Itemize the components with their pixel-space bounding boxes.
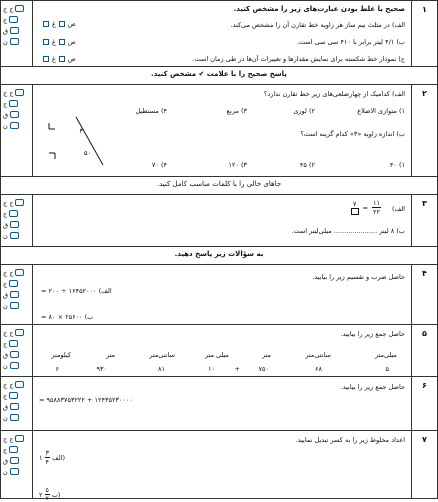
score-box[interactable] bbox=[15, 89, 24, 96]
section-heading: پاسخ صحیح را با علامت ✔ مشخص کنید. bbox=[0, 66, 438, 84]
score-column bbox=[1, 265, 33, 324]
score-box[interactable] bbox=[10, 362, 19, 369]
expression-a: الف) ۱۶۴۵۲۰۰۰ ÷ ۲۰۰ = bbox=[41, 287, 112, 295]
mixed-number-a bbox=[39, 449, 65, 466]
question-heading: صحیح یا غلط بودن عبارت‌های زیر را مشخص کنید. bbox=[233, 5, 405, 13]
false-label: غ bbox=[52, 55, 56, 63]
question-b: ب) اندازه زاویه «۳» کدام گزینه است؟ bbox=[300, 130, 405, 138]
statement-a: الف) در مثلث نیم ساز هر زاویه خط تقارن آن را مشخص می‌کند. bbox=[230, 21, 405, 29]
score-label: ج bbox=[3, 99, 8, 108]
unit-label: کیلومتر bbox=[51, 351, 71, 359]
score-box[interactable] bbox=[9, 210, 18, 217]
section-heading: به سؤالات زیر پاسخ دهید. bbox=[0, 246, 438, 264]
question-1 bbox=[0, 0, 438, 66]
fraction bbox=[45, 487, 50, 502]
score-box[interactable] bbox=[10, 122, 19, 129]
score-box[interactable] bbox=[15, 5, 24, 12]
score-label: ج ج bbox=[3, 198, 14, 207]
question-7 bbox=[0, 430, 438, 502]
unit-value: ۸۱ bbox=[158, 365, 165, 373]
fraction-right bbox=[372, 199, 381, 216]
score-label: ج bbox=[3, 445, 8, 454]
score-column bbox=[1, 1, 33, 66]
score-column bbox=[1, 377, 33, 430]
score-box[interactable] bbox=[15, 435, 24, 442]
score-box[interactable] bbox=[10, 232, 19, 239]
statement-b: ب) ۸ لیتر ..................... میلی‌لیتر است. bbox=[291, 227, 405, 235]
score-label: ن bbox=[3, 121, 8, 130]
true-false-b bbox=[43, 38, 76, 46]
score-box[interactable] bbox=[9, 340, 18, 347]
score-label: ن bbox=[3, 413, 8, 422]
score-label: ج ج bbox=[3, 268, 14, 277]
fraction-equation bbox=[351, 199, 381, 216]
numerator: ۵ bbox=[45, 487, 49, 494]
true-label: ص bbox=[67, 38, 76, 46]
score-box[interactable] bbox=[10, 302, 19, 309]
score-box[interactable] bbox=[15, 329, 24, 336]
score-label: ق bbox=[3, 402, 9, 411]
score-box[interactable] bbox=[10, 414, 19, 421]
question-2 bbox=[0, 84, 438, 176]
score-box[interactable] bbox=[10, 457, 19, 464]
question-number: ۵ bbox=[411, 325, 437, 376]
denominator: ۴ bbox=[45, 458, 49, 466]
score-column bbox=[1, 431, 33, 498]
score-box[interactable] bbox=[10, 468, 19, 475]
score-box[interactable] bbox=[10, 27, 19, 34]
score-label: ج bbox=[3, 209, 8, 218]
fraction-left bbox=[351, 200, 359, 215]
score-label: ن bbox=[3, 467, 8, 476]
denominator: ۲۲ bbox=[373, 208, 380, 216]
whole-part: ۲ bbox=[39, 490, 43, 499]
score-box[interactable] bbox=[9, 16, 18, 23]
transversal-line bbox=[76, 117, 103, 165]
true-checkbox[interactable] bbox=[59, 56, 65, 62]
question-number: ۳ bbox=[411, 195, 437, 246]
score-label: ق bbox=[3, 110, 9, 119]
false-checkbox[interactable] bbox=[43, 21, 49, 27]
score-box[interactable] bbox=[10, 38, 19, 45]
score-box[interactable] bbox=[9, 392, 18, 399]
part-label: الف) bbox=[52, 453, 66, 462]
score-label: ج ج bbox=[3, 328, 14, 337]
question-number: ۴ bbox=[411, 265, 437, 324]
score-label: ج bbox=[3, 391, 8, 400]
parallel-lines-figure bbox=[41, 115, 136, 165]
numerator: ۳ bbox=[45, 449, 49, 457]
option-1[interactable]: ۱) متوازی الاضلاع bbox=[357, 107, 405, 115]
part-label: الف) bbox=[391, 205, 405, 213]
true-checkbox[interactable] bbox=[59, 39, 65, 45]
score-label: ج ج bbox=[3, 4, 14, 13]
score-column bbox=[1, 325, 33, 376]
numerator: ۱۱ bbox=[373, 199, 380, 207]
true-checkbox[interactable] bbox=[59, 21, 65, 27]
score-box[interactable] bbox=[10, 221, 19, 228]
score-label: ن bbox=[3, 361, 8, 370]
false-label: غ bbox=[52, 38, 56, 46]
unit-label: متر bbox=[105, 351, 115, 359]
score-label: ج ج bbox=[3, 380, 14, 389]
score-label: ج bbox=[3, 279, 8, 288]
option-3[interactable]: ۳) ۱۲۰ bbox=[228, 161, 247, 169]
unit-value: ۱۰ bbox=[208, 365, 215, 373]
score-label: ج ج bbox=[3, 434, 14, 443]
unit-label: میلی متر bbox=[204, 351, 229, 359]
score-label: ن bbox=[3, 301, 8, 310]
option-3[interactable]: ۳) مربع bbox=[226, 107, 247, 115]
question-4 bbox=[0, 264, 438, 324]
denominator: ۷ bbox=[45, 495, 49, 502]
score-box[interactable] bbox=[9, 446, 18, 453]
score-label: ق bbox=[3, 456, 9, 465]
numerator: ۷ bbox=[352, 200, 357, 208]
question-number: ۶ bbox=[411, 377, 437, 430]
option-4[interactable]: ۴) ۷۰ bbox=[151, 161, 167, 169]
score-box[interactable] bbox=[10, 111, 19, 118]
false-checkbox[interactable] bbox=[43, 39, 49, 45]
score-label: ج bbox=[3, 339, 8, 348]
score-box[interactable] bbox=[10, 403, 19, 410]
question-heading: حاصل جمع زیر را بیابید. bbox=[340, 383, 405, 391]
angle-number: ۳ bbox=[79, 127, 83, 135]
false-checkbox[interactable] bbox=[43, 56, 49, 62]
question-6 bbox=[0, 376, 438, 430]
fraction bbox=[45, 449, 51, 466]
unit-value: ۶۸ bbox=[315, 365, 322, 373]
question-heading: حاصل ضرب و تقسیم زیر را بیابید. bbox=[312, 273, 405, 281]
score-box[interactable] bbox=[15, 269, 24, 276]
mixed-number-b bbox=[39, 487, 60, 502]
score-label: ن bbox=[3, 37, 8, 46]
question-heading: حاصل جمع زیر را بیابید. bbox=[340, 330, 405, 338]
score-box[interactable] bbox=[9, 100, 18, 107]
score-box[interactable] bbox=[10, 291, 19, 298]
unit-label: میلی‌متر bbox=[374, 351, 397, 359]
unit-value: ۶ bbox=[55, 365, 59, 373]
true-false-c bbox=[43, 55, 76, 63]
statement-b: ب) ۴/۱ لیتر برابر با ۴۱۰ سی سی است. bbox=[296, 38, 405, 46]
whole-part: ۱ bbox=[39, 453, 43, 462]
unit-value: ۹۳۰ bbox=[96, 365, 107, 373]
unit-label: سانتی‌متر bbox=[305, 351, 331, 359]
false-label: غ bbox=[52, 20, 56, 28]
section-heading: جاهای خالی را با کلمات مناسب کامل کنید. bbox=[0, 176, 438, 194]
question-a: الف) کدامیک از چهارضلعی‌های زیر خط تقارن ندارد؟ bbox=[263, 90, 405, 98]
option-1[interactable]: ۱) ۴۰ bbox=[389, 161, 405, 169]
score-box[interactable] bbox=[15, 381, 24, 388]
question-3 bbox=[0, 194, 438, 246]
true-false-a bbox=[43, 20, 76, 28]
score-column bbox=[1, 85, 33, 176]
unit-value: ۵ bbox=[385, 365, 389, 373]
question-heading: اعداد مخلوط زیر را به کسر تبدیل نمایید. bbox=[295, 436, 405, 444]
true-label: ص bbox=[67, 55, 76, 63]
true-label: ص bbox=[67, 20, 76, 28]
question-number: ۱ bbox=[411, 1, 437, 66]
score-label: ق bbox=[3, 220, 9, 229]
score-label: ق bbox=[3, 26, 9, 35]
question-number: ۷ bbox=[411, 431, 437, 498]
expression: ۱۲۴۳۵۲۳۰۰۰۰ + ۹۵۸۸۳۷۵۳۲۲۲ = bbox=[39, 396, 133, 404]
score-box[interactable] bbox=[15, 199, 24, 206]
score-label: ق bbox=[3, 350, 9, 359]
option-2[interactable]: ۲) ۴۵ bbox=[299, 161, 315, 169]
score-box[interactable] bbox=[9, 280, 18, 287]
unit-label: متر bbox=[261, 351, 271, 359]
score-label: ق bbox=[3, 290, 9, 299]
question-number: ۲ bbox=[411, 85, 437, 176]
plus-sign: + bbox=[234, 365, 240, 373]
angle-label: ۵۰ bbox=[84, 149, 91, 157]
unit-value: ۷۵۰ bbox=[258, 365, 269, 373]
question-5 bbox=[0, 324, 438, 376]
score-column bbox=[1, 195, 33, 246]
expression-b: ب) ۲۵۶۰۰ × ۸۰ = bbox=[41, 313, 94, 321]
option-2[interactable]: ۲) لوزی bbox=[293, 107, 315, 115]
score-label: ج ج bbox=[3, 88, 14, 97]
blank-box[interactable] bbox=[351, 208, 359, 215]
option-4[interactable]: ۴) مستطیل bbox=[135, 107, 167, 115]
score-box[interactable] bbox=[10, 351, 19, 358]
part-label: ب) bbox=[51, 490, 61, 499]
equals-sign: = bbox=[362, 203, 369, 212]
unit-label: سانتی‌متر bbox=[149, 351, 175, 359]
score-label: ن bbox=[3, 231, 8, 240]
score-label: ج bbox=[3, 15, 8, 24]
statement-c: ج) نمودار خط شکسته برای نمایش مقدارها و تغییرات آن‌ها در طی زمان است. bbox=[192, 55, 405, 63]
